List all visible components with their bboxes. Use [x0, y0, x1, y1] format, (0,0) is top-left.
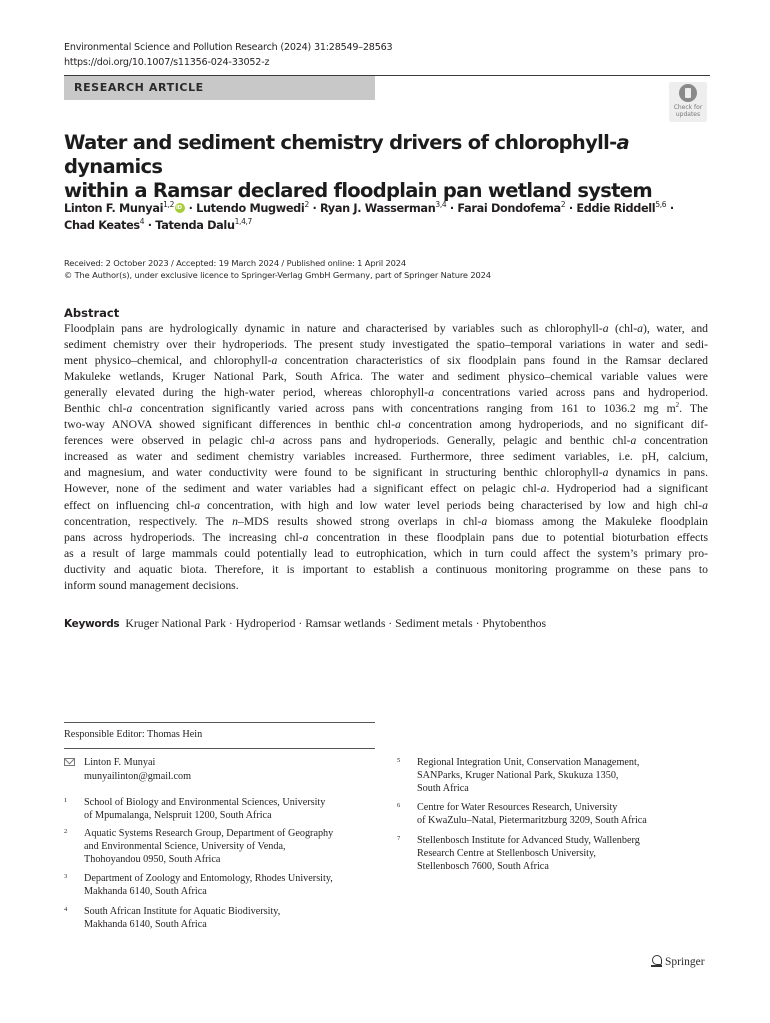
author-name[interactable]: Lutendo Mugwedi — [196, 202, 305, 215]
article-type-label: RESEARCH ARTICLE — [74, 81, 204, 94]
author-affiliation: 3,4 — [435, 200, 447, 209]
abstract-body — [64, 321, 708, 594]
author-affiliation: 1,4,7 — [234, 217, 252, 226]
abstract-line: Floodplain pans are hydrologically dynamic in nature and characterised by variables such as chlorophyll-a (chl-a), water, and — [64, 322, 709, 335]
abstract-line: ferences were observed in pelagic chl-a across pans and hydroperiods. Generally, pelagic and benthic chl-a concentration — [64, 434, 708, 448]
abstract-line: ductivity and aquatic biota. Therefore, it is important to establish a continuous monitoring programme on these pans to — [64, 562, 708, 576]
publisher-name: Springer — [665, 956, 705, 968]
abstract-line: two-way ANOVA showed significant differences in benthic chl-a concentration among hydroperiods, and no significant dif- — [64, 418, 709, 432]
abstract-line: as a result of large mammals could potentially lead to eutrophication, which in turn could affect the system’s primary pro- — [64, 546, 708, 560]
abstract-line: sediment chemistry over their hydroperiods. The present study investigated the spatio–temporal variations in water and sedi- — [64, 338, 708, 352]
author-name[interactable]: Tatenda Dalu — [155, 219, 235, 232]
author-affiliation: 5,6 — [655, 200, 667, 209]
doi-link[interactable]: https://doi.org/10.1007/s11356-024-33052-z — [64, 57, 270, 68]
article-type-banner — [64, 76, 375, 100]
abstract-line: Benthic chl-a concentration significantly varied across pans with concentrations ranging from 161 to 1036.2 mg $m^2$. The — [64, 401, 708, 416]
author-name[interactable]: Linton F. Munyai — [64, 202, 164, 215]
publisher-logo — [651, 955, 705, 968]
author-name[interactable]: Eddie Riddell — [576, 202, 656, 215]
crossmark-icon — [679, 84, 697, 102]
abstract-line: increased as water and sediment chemistry variables increased. Furthermore, three sediment variables, i.e. pH, calcium, — [64, 450, 708, 464]
responsible-editor: Responsible Editor: Thomas Hein — [64, 729, 203, 740]
author-name[interactable]: Farai Dondofema — [457, 202, 561, 215]
author-name[interactable]: Ryan J. Wasserman — [319, 202, 436, 215]
abstract-heading: Abstract — [64, 306, 120, 320]
footnote-rule-bottom — [64, 748, 375, 749]
corresponding-name: Linton F. Munyai — [84, 757, 156, 768]
abstract-line: Makuleke wetlands, Kruger National Park, South Africa. The water and sediment physico–chemical variable values were — [64, 370, 708, 384]
journal-header — [64, 40, 392, 70]
received-accepted-published: Received: 2 October 2023 / Accepted: 19 March 2024 / Published online: 1 April 2024 — [64, 258, 407, 268]
footnote-rule-top — [64, 722, 375, 723]
springer-horse-icon — [651, 955, 662, 967]
author-affiliation: 2 — [304, 200, 309, 209]
keywords — [64, 616, 546, 632]
keywords-list: Kruger National Park · Hydroperiod · Ramsar wetlands · Sediment metals · Phytobenthos — [125, 617, 547, 630]
author-affiliation: 4 — [139, 217, 145, 226]
copyright-notice: © The Author(s), under exclusive licence to Springer-Verlag GmbH Germany, part of Springer Nature 2024 — [64, 269, 491, 280]
corresponding-email[interactable]: munyailinton@gmail.com — [84, 770, 191, 782]
publication-dates — [64, 258, 491, 281]
orcid-icon[interactable] — [175, 203, 185, 213]
abstract-line: generally elevated during the high-water period, whereas chlorophyll-a concentrations varied across pans and hydroperiod. — [64, 386, 709, 400]
abstract-line: inform sound management decisions. — [64, 578, 239, 592]
abstract-line: and magnesium, and water conductivity were found to be significant in structuring benthic chlorophyll-a dynamics in pans. — [64, 466, 708, 480]
abstract-line: However, none of the sediment and water variables had a significant effect on pelagic chl-a. Hydroperiod had a significant — [64, 482, 708, 496]
author-name[interactable]: Chad Keates — [64, 219, 140, 232]
author-affiliation: 2 — [560, 200, 566, 209]
abstract-line: concentration, respectively. The n–MDS results showed strong overlaps in chl-a biomass among the Makuleke floodplain — [64, 514, 708, 528]
envelope-icon — [64, 758, 75, 766]
crossmark-button[interactable] — [669, 82, 707, 122]
author-affiliation: 1,2 — [163, 200, 175, 209]
keywords-label: Keywords — [64, 618, 120, 630]
abstract-line: effect on influencing chl-a concentration, with high and low water level periods being characterised by low and high chl-a — [64, 498, 708, 512]
abstract-line: pans across hydroperiods. The increasing chl-a concentration in these floodplain pans due to potential bioturbation effects — [64, 530, 708, 544]
journal-citation: Environmental Science and Pollution Research (2024) 31:28549–28563 — [64, 42, 393, 53]
author-list: Linton F. Munyai$^{1,2}$iD · Lutendo Mugwedi$^2$ · Ryan J. Wasserman$^{3,4}$ · Farai Dondofema$^2$ · Eddie Riddell$^{5,6}$ · Chad Keates$^4$ · Tatenda Dalu$^{1,4,7}$ — [64, 200, 724, 234]
article-title: Water and sediment chemistry drivers of chlorophyll-a dynamics within a Ramsar declared floodplain pan wetland system — [64, 131, 652, 202]
abstract-line: ment physico–chemical, and chlorophyll-a concentration characteristics of six floodplain pans found in the Ramsar declared — [64, 354, 708, 368]
crossmark-label: Check for updates — [673, 104, 703, 118]
